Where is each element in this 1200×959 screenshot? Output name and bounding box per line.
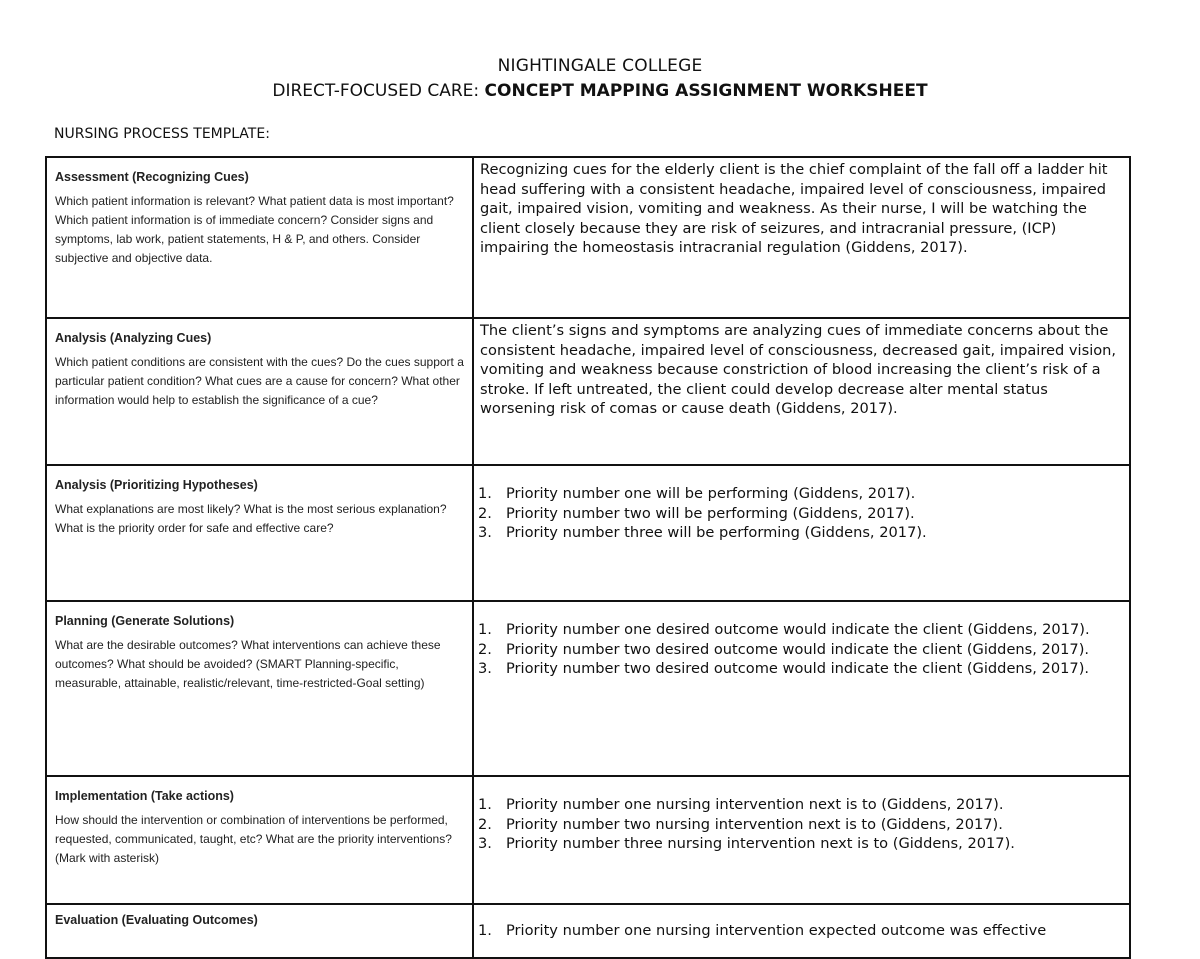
list-text: Priority number one will be performing (Giddens, 2017). [506, 485, 916, 502]
priority-list [480, 484, 1121, 543]
list-number: 2. [478, 815, 492, 833]
list-text: Priority number one nursing intervention next is to (Giddens, 2017). [506, 796, 1004, 813]
worksheet-title-bold: CONCEPT MAPPING ASSIGNMENT WORKSHEET [484, 81, 928, 101]
answer-text: The client’s signs and symptoms are analyzing cues of immediate concerns about the consistent headache, impaired level of consciousness, decreased gait, impaired vision, vomiting and weakness because constriction of blood increasing the client’s risk of a stroke. If left untreated, the client could develop decrease alter mental status worsening risk of comas or cause death (Giddens, 2017). [480, 322, 1117, 417]
nursing-process-table [45, 156, 1131, 959]
worksheet-title [0, 81, 1200, 101]
list-text: Priority number one nursing intervention expected outcome was effective [506, 922, 1047, 939]
list-text: Priority number two desired outcome would indicate the client (Giddens, 2017). [506, 660, 1090, 677]
prompt-cell [46, 318, 473, 465]
table-row [46, 776, 1130, 904]
list-number: 3. [478, 660, 492, 677]
prompt-cell [46, 157, 473, 318]
list-number: 2. [478, 640, 492, 658]
list-text: Priority number three nursing intervention next is to (Giddens, 2017). [506, 835, 1015, 852]
list-text: Priority number three will be performing (Giddens, 2017). [506, 524, 927, 541]
list-number: 1. [478, 922, 492, 939]
row-title: Planning (Generate Solutions) [55, 614, 235, 628]
answer-cell[interactable] [473, 904, 1130, 958]
row-title: Analysis (Analyzing Cues) [55, 331, 212, 345]
row-title: Assessment (Recognizing Cues) [55, 170, 249, 184]
table-row [46, 601, 1130, 776]
row-question: How should the intervention or combination of interventions be performed, requested, communicated, taught, etc? What are the priority interventions? (Mark with asterisk) [55, 813, 452, 865]
answer-cell[interactable] [473, 157, 1130, 318]
prompt-cell [46, 776, 473, 904]
list-item [480, 815, 1121, 835]
answer-cell[interactable] [473, 318, 1130, 465]
row-title: Analysis (Prioritizing Hypotheses) [55, 478, 258, 492]
priority-list [480, 620, 1121, 679]
row-title: Evaluation (Evaluating Outcomes) [55, 913, 258, 927]
prompt-cell [46, 465, 473, 601]
list-item [480, 640, 1121, 660]
priority-list [480, 921, 1121, 941]
list-number: 2. [478, 504, 492, 522]
worksheet-title-prefix: DIRECT-FOCUSED CARE: [272, 81, 485, 101]
row-question: Which patient conditions are consistent with the cues? Do the cues support a particular patient condition? What cues are a cause for concern? What other information would help to establish the significance of a cue? [55, 355, 464, 407]
college-title: NIGHTINGALE COLLEGE [497, 56, 703, 76]
row-title: Implementation (Take actions) [55, 789, 234, 803]
row-question: What are the desirable outcomes? What interventions can achieve these outcomes? What should be avoided? (SMART Planning-specific, measurable, attainable, realistic/relevant, time-restricted-Goal setting) [55, 638, 441, 690]
template-label: NURSING PROCESS TEMPLATE: [54, 126, 270, 142]
row-question: What explanations are most likely? What is the most serious explanation? What is the priority order for safe and effective care? [55, 502, 447, 535]
answer-cell[interactable] [473, 601, 1130, 776]
list-item [480, 795, 1121, 815]
list-item [480, 504, 1121, 524]
answer-text: Recognizing cues for the elderly client is the chief complaint of the fall off a ladder hit head suffering with a consistent headache, impaired level of consciousness, impaired gait, impaired vision, vomiting and weakness. As their nurse, I will be watching the client closely because they are risk of seizures, and intracranial pressure, (ICP) impairing the homeostasis intracranial regulation (Giddens, 2017). [480, 161, 1108, 256]
list-text: Priority number two will be performing (Giddens, 2017). [506, 504, 915, 522]
list-text: Priority number two desired outcome would indicate the client (Giddens, 2017). [506, 640, 1090, 658]
answer-cell[interactable] [473, 776, 1130, 904]
list-number: 3. [478, 835, 492, 852]
list-item [480, 921, 1121, 941]
priority-list [480, 795, 1121, 854]
list-item [480, 523, 1121, 543]
table-row [46, 157, 1130, 318]
list-text: Priority number one desired outcome would indicate the client (Giddens, 2017). [506, 621, 1090, 638]
table-row [46, 904, 1130, 958]
list-number: 1. [478, 621, 492, 638]
table-row [46, 465, 1130, 601]
list-item [480, 834, 1121, 854]
list-number: 3. [478, 524, 492, 541]
list-number: 1. [478, 485, 492, 502]
answer-cell[interactable] [473, 465, 1130, 601]
list-item [480, 659, 1121, 679]
prompt-cell [46, 601, 473, 776]
row-question: Which patient information is relevant? What patient data is most important? Which patient information is of immediate concern? Consider signs and symptoms, lab work, patient statements, H & P, and others. Consider subjective and objective data. [55, 194, 454, 265]
list-item [480, 484, 1121, 504]
list-number: 1. [478, 796, 492, 813]
table-row [46, 318, 1130, 465]
prompt-cell [46, 904, 473, 958]
list-item [480, 620, 1121, 640]
list-text: Priority number two nursing intervention next is to (Giddens, 2017). [506, 815, 1003, 833]
